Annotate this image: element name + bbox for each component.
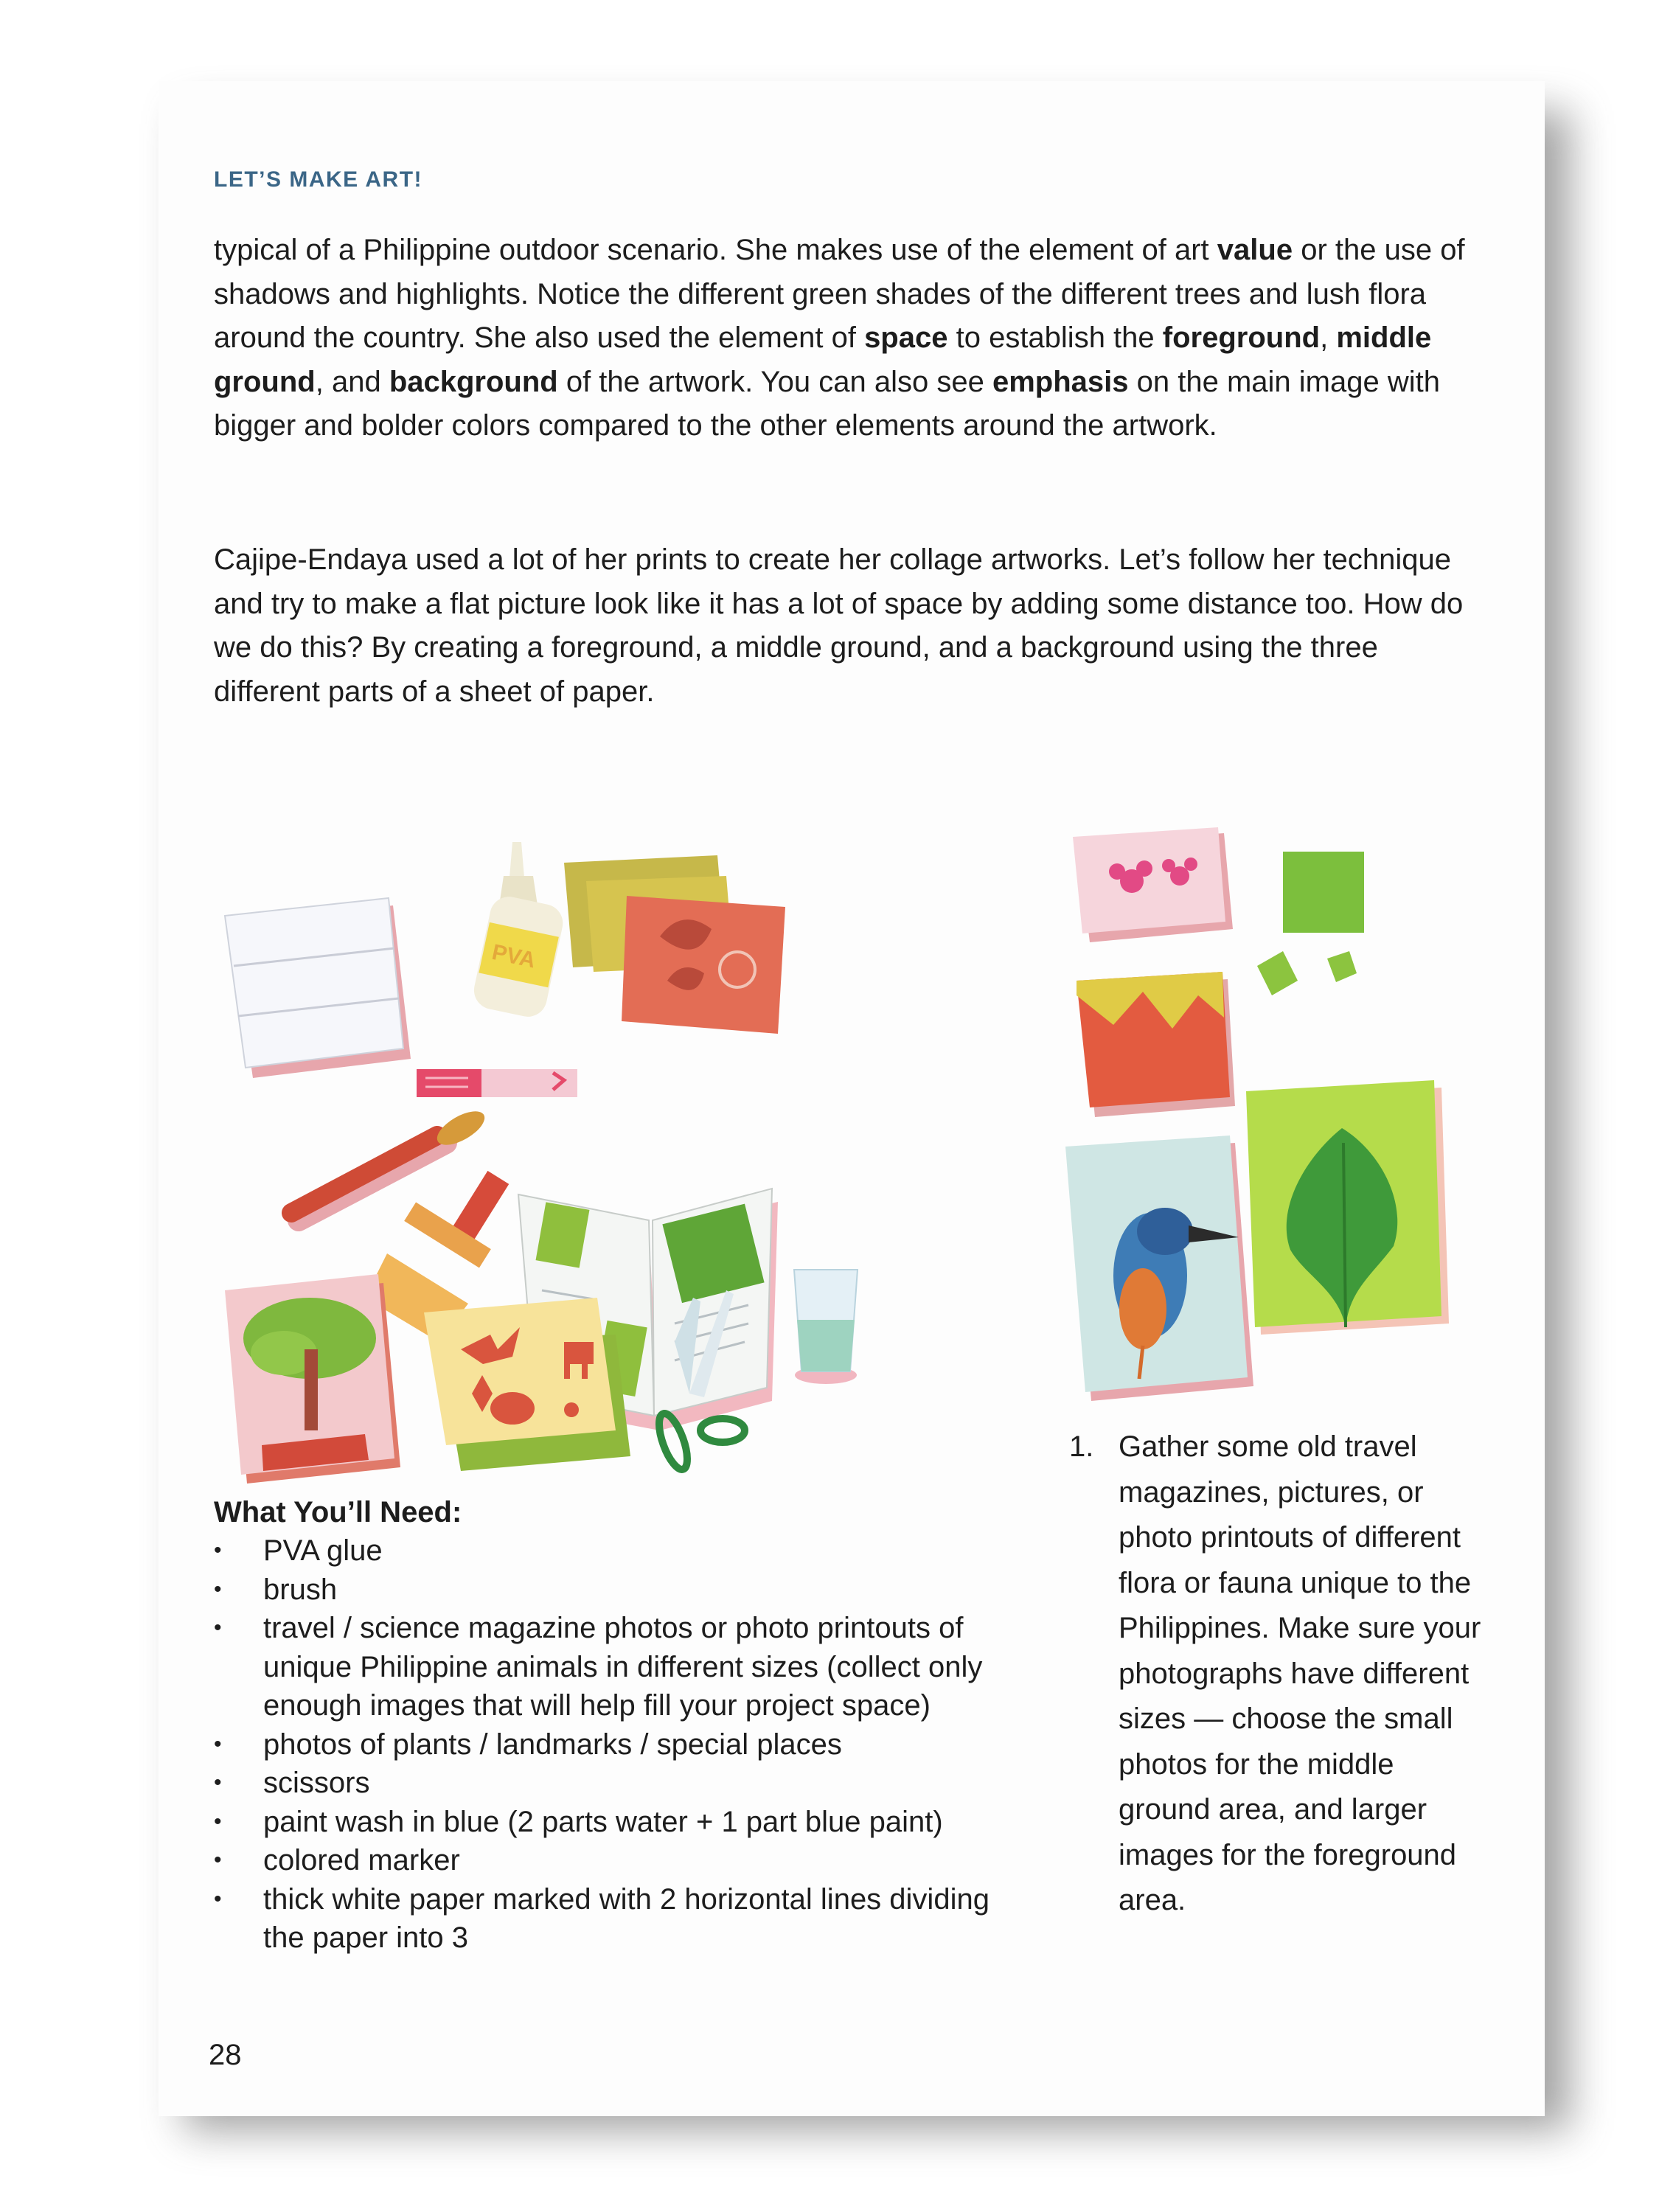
small-green-pieces (1257, 951, 1357, 995)
green-square-piece (1283, 852, 1364, 933)
bullet: • (214, 1886, 222, 1911)
book-page (159, 81, 1545, 2116)
list-item (214, 1725, 1099, 1764)
term-foreground: foreground (1162, 321, 1321, 354)
text-run: or the use of shadows and highlights. Notice the different green shades of the different trees and lush flora around the country. She also used the element of (214, 234, 1465, 354)
list-item-text: thick white paper marked with 2 horizontal lines dividing the paper into 3 (263, 1882, 990, 1954)
flower-card-icon (1073, 827, 1233, 942)
text-run: to establish the (947, 321, 1163, 354)
materials-illustration (218, 782, 881, 1519)
mountain-card-icon (1077, 972, 1235, 1117)
term-background: background (389, 365, 558, 398)
materials-list-title: What You’ll Need: (214, 1496, 462, 1528)
term-value: value (1217, 234, 1293, 266)
intro-paragraph (214, 229, 1482, 448)
section-label: LET’S MAKE ART! (214, 167, 423, 192)
term-emphasis: emphasis (992, 365, 1129, 398)
bullet: • (214, 1848, 222, 1872)
bullet: • (214, 1809, 222, 1834)
bullet: • (214, 1576, 222, 1601)
text-run: on the main image with bigger and bolder colors compared to the other elements around the artwork. (214, 365, 1440, 442)
tree-photo-icon (225, 1274, 400, 1484)
list-item (214, 1571, 1099, 1610)
materials-list-section (214, 1493, 1099, 1958)
text-run: , (1320, 321, 1337, 354)
technique-paragraph: Cajipe-Endaya used a lot of her prints to create her collage artworks. Let’s follow her technique and try to make a flat picture look like it has a lot of space by adding some distance too. How do we do this? By creating a foreground, a middle ground, and a background using the three different parts of a sheet of paper. (214, 543, 1464, 708)
list-item (214, 1841, 1099, 1880)
kingfisher-photo-icon (1065, 1135, 1253, 1401)
list-item-text: scissors (263, 1767, 370, 1799)
list-item (214, 1609, 1030, 1725)
white-paper-icon (225, 898, 411, 1078)
term-middle-ground: middle ground (214, 321, 1432, 398)
text-run: of the artwork. You can also see (557, 365, 992, 398)
list-item-text: photos of plants / landmarks / special places (263, 1728, 842, 1761)
collage-pieces-illustration (1062, 818, 1482, 1423)
term-space: space (864, 321, 948, 354)
list-item (214, 1764, 1099, 1803)
magazine-stack-icon (564, 855, 785, 1034)
materials-list (214, 1531, 1099, 1958)
bullet: • (214, 1770, 222, 1795)
water-glass-icon (794, 1270, 858, 1384)
text-run: , and (315, 365, 389, 398)
leaf-card-icon (1246, 1080, 1449, 1335)
list-item (214, 1803, 1099, 1842)
list-item-text: paint wash in blue (2 parts water + 1 part blue paint) (263, 1805, 943, 1838)
glue-stick-icon (417, 1069, 577, 1097)
paint-brush-icon (291, 1105, 490, 1220)
text-run: typical of a Philippine outdoor scenario. She makes use of the element of art (214, 234, 1217, 266)
bullet: • (214, 1615, 222, 1640)
bullet: • (214, 1731, 222, 1756)
step-number: 1. (1069, 1430, 1094, 1463)
glue-bottle-icon (470, 842, 566, 1020)
list-item-text: travel / science magazine photos or photo printouts of unique Philippine animals in different sizes (collect only enough images that will help fill your project space) (263, 1612, 983, 1722)
page-number: 28 (209, 2039, 242, 2071)
list-item-text: colored marker (263, 1844, 460, 1877)
animal-cutouts-icon (424, 1298, 630, 1471)
list-item (214, 1531, 1099, 1571)
step-text: Gather some old travel magazines, pictures, or photo printouts of different flora or fauna unique to the Philippines. Make sure your photographs have different sizes — choose the small photos for the middle ground area, and larger images for the foreground area. (1119, 1430, 1481, 1916)
list-item (214, 1880, 1001, 1958)
list-item-text: brush (263, 1573, 338, 1606)
bullet: • (214, 1538, 222, 1562)
list-item-text: PVA glue (263, 1534, 383, 1567)
glue-label: PVA (490, 939, 538, 973)
